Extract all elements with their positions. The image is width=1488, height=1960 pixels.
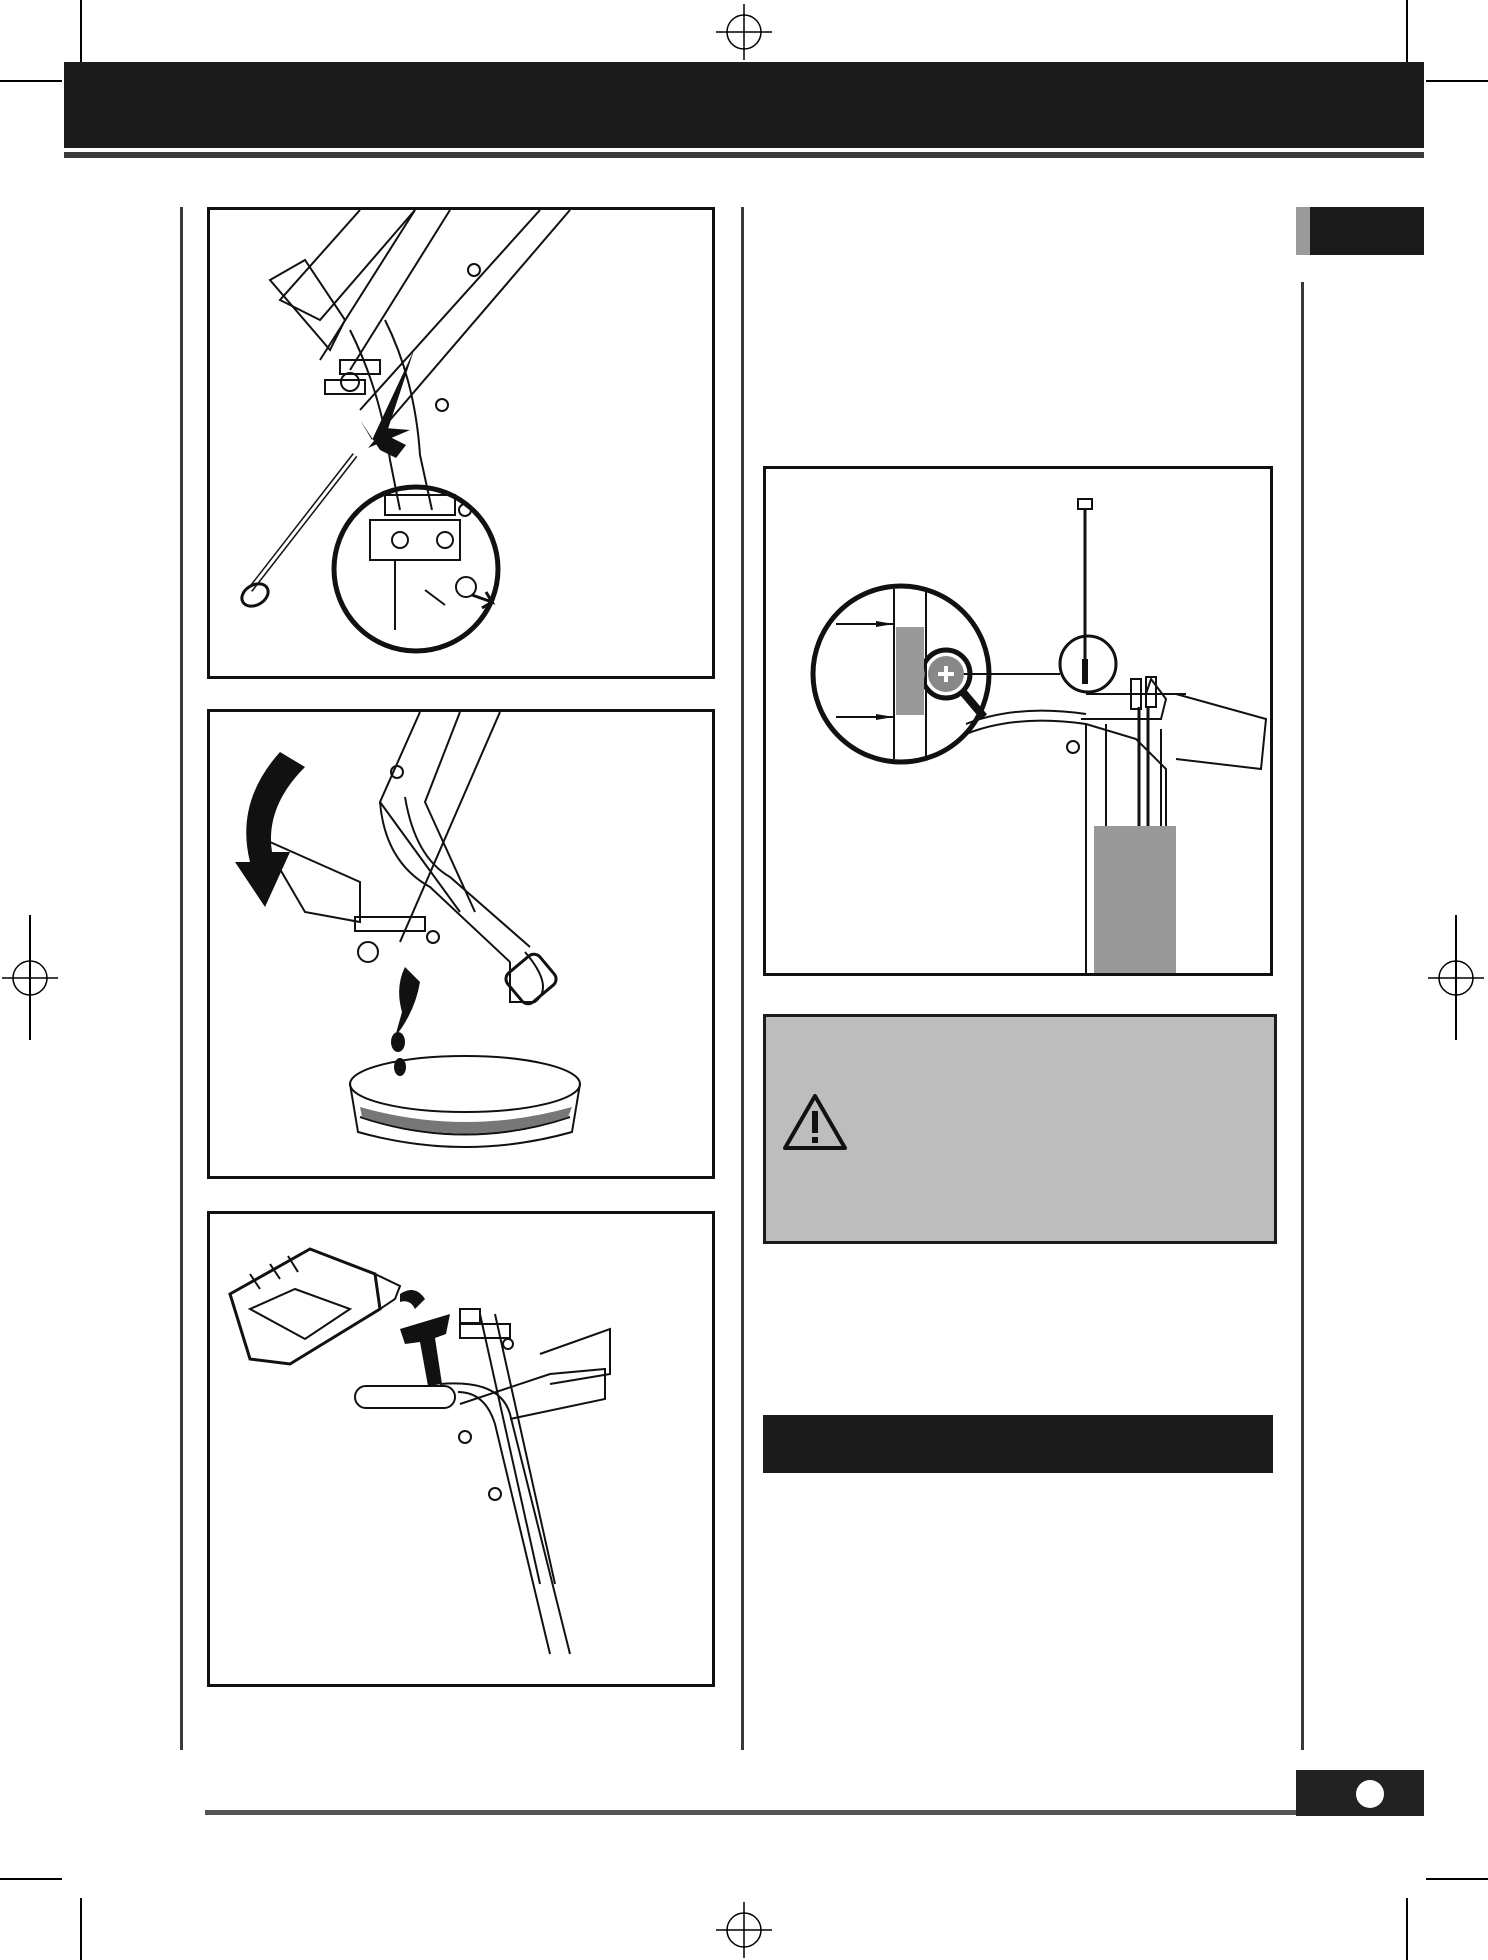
column-rule-left	[180, 207, 183, 1750]
section-bar	[763, 1415, 1273, 1473]
crop-mark	[1426, 1878, 1488, 1880]
registration-mark-icon	[716, 4, 772, 60]
header-rule	[64, 152, 1424, 158]
refill-oil-figure	[207, 1211, 715, 1687]
crop-mark	[80, 0, 82, 62]
registration-mark-icon	[716, 1902, 772, 1958]
crop-mark	[1406, 1898, 1408, 1960]
footer-rule	[205, 1810, 1305, 1815]
check-oil-level-figure	[763, 466, 1273, 976]
crop-mark	[1426, 80, 1488, 82]
warning-box	[763, 1014, 1277, 1244]
remove-dipstick-figure	[207, 207, 715, 679]
column-rule-center	[741, 207, 744, 1750]
crop-mark	[29, 915, 31, 1040]
crop-mark	[1455, 915, 1457, 1040]
section-tab-accent	[1296, 207, 1310, 255]
header-bar	[64, 62, 1424, 148]
crop-mark	[0, 80, 62, 82]
crop-mark	[80, 1898, 82, 1960]
page-number	[1356, 1780, 1384, 1808]
crop-mark	[0, 1878, 62, 1880]
column-rule-right	[1301, 282, 1304, 1750]
crop-mark	[1406, 0, 1408, 62]
section-tab	[1310, 207, 1424, 255]
warning-triangle-icon	[782, 1093, 848, 1151]
drain-oil-figure	[207, 709, 715, 1179]
